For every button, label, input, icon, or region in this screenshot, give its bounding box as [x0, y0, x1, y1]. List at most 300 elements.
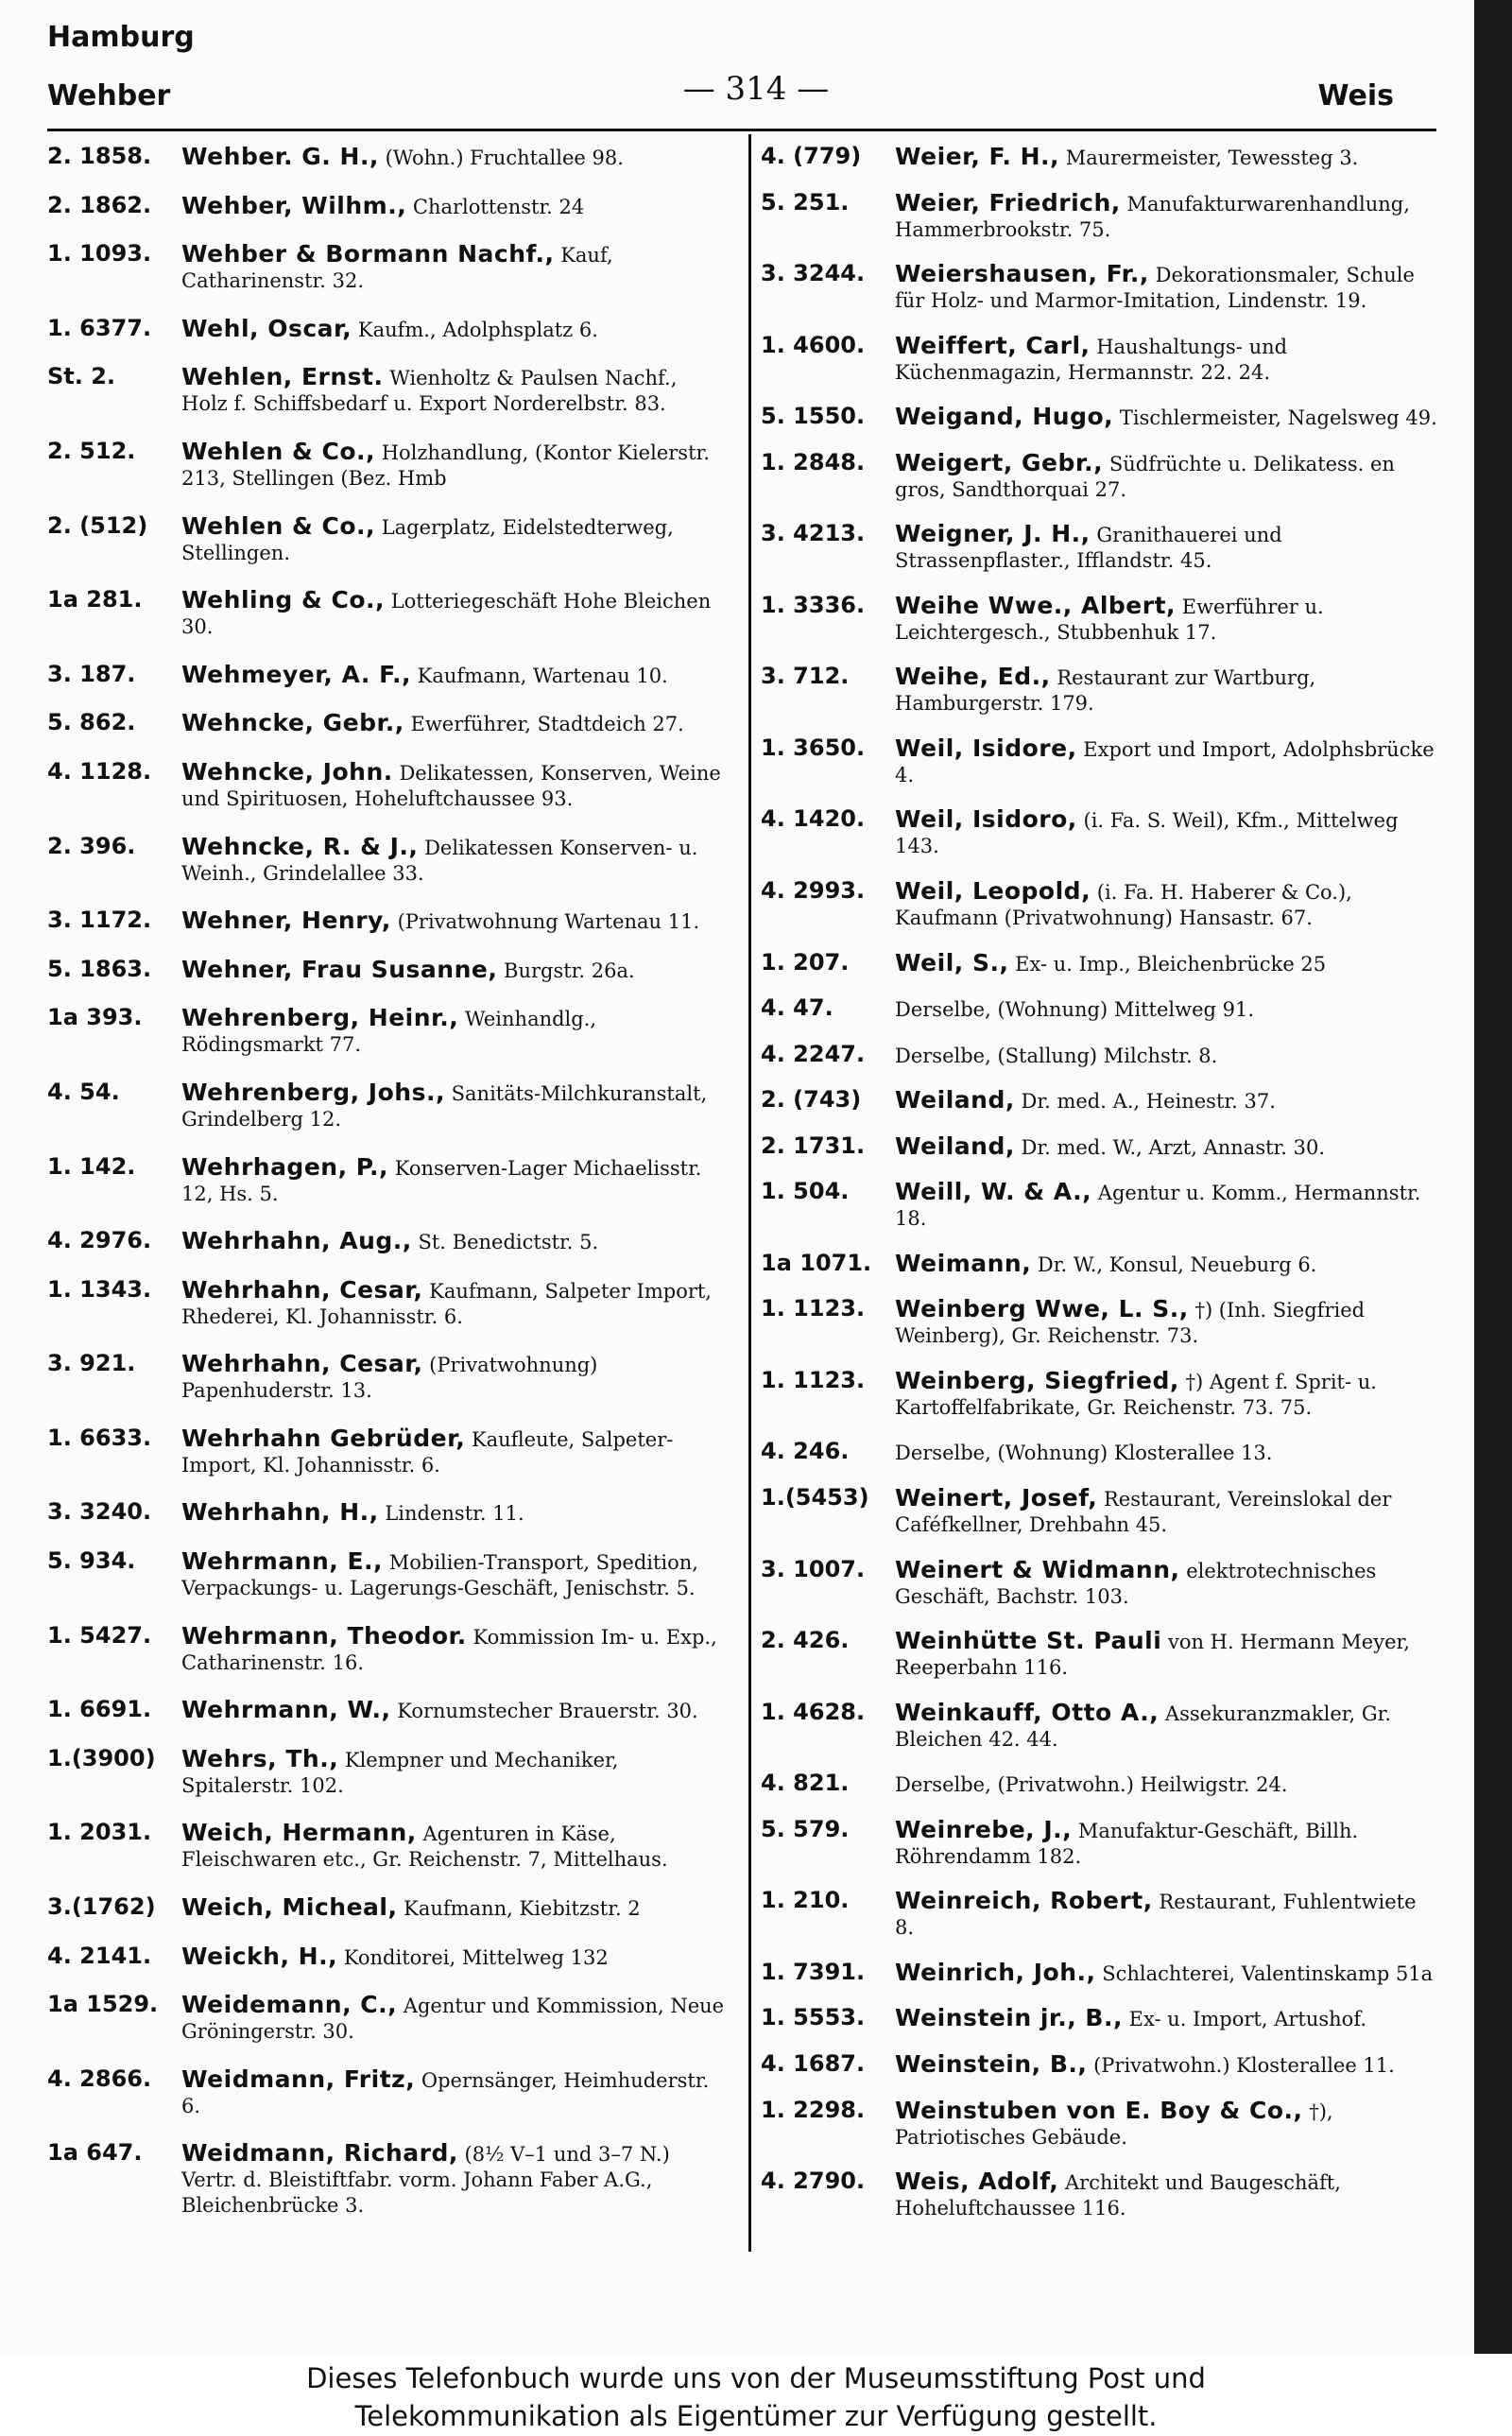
entry-name: Weigand, Hugo,	[895, 403, 1114, 431]
entry-details: Weinhandlg., Rödingsmarkt 77.	[181, 1008, 597, 1057]
entry-body	[895, 1628, 1441, 1681]
directory-entry	[761, 995, 1441, 1023]
entry-name: Wehrenberg, Heinr.,	[181, 1004, 459, 1032]
entry-details: Assekuranzmakler, Gr. Bleichen 42. 44.	[895, 1702, 1392, 1751]
directory-entry	[761, 2168, 1441, 2221]
directory-entry	[47, 193, 728, 220]
phone-number: 5. 579.	[761, 1815, 850, 1842]
phone-number: 2. 396.	[47, 832, 136, 859]
entry-name: Wehling & Co.,	[181, 586, 385, 614]
entry-details: Opernsänger, Heimhuderstr. 6.	[181, 2068, 710, 2117]
entry-details: elektrotechnisches Geschäft, Bachstr. 103.	[895, 1559, 1377, 1608]
entry-body	[181, 1820, 728, 1873]
entry-name: Weiershausen, Fr.,	[895, 260, 1149, 288]
phone-number: 4. 1128.	[47, 757, 152, 785]
directory-entry	[761, 1439, 1441, 1466]
phone-number: 1. 1123.	[761, 1295, 866, 1322]
entry-name: Wehlen & Co.,	[181, 437, 375, 465]
directory-entry	[761, 2098, 1441, 2151]
phone-number: 1. 210.	[761, 1887, 850, 1914]
entry-name: Weinkauff, Otto A.,	[895, 1698, 1160, 1726]
entry-name: Weiffert, Carl,	[895, 331, 1091, 359]
entry-details: (Privatwohnung Wartenau 11.	[397, 910, 700, 934]
entry-body	[181, 1080, 728, 1132]
entry-body	[895, 1251, 1441, 1278]
left-guide-word: Wehber	[47, 79, 171, 112]
phone-number: 1a 1529.	[47, 1991, 159, 2018]
entry-details: Dr. med. A., Heinestr. 37.	[1021, 1090, 1276, 1114]
scan-edge	[1474, 0, 1512, 2354]
directory-entry	[761, 1960, 1441, 1987]
directory-entry	[47, 241, 728, 294]
directory-entry	[761, 593, 1441, 646]
entry-body	[181, 364, 728, 417]
directory-entry	[761, 521, 1441, 574]
entry-body	[895, 593, 1441, 646]
phone-number: 3. 1172.	[47, 907, 152, 934]
directory-entry	[761, 1368, 1441, 1421]
entry-body	[895, 1771, 1441, 1798]
left-column	[47, 144, 728, 2240]
phone-number: 4. 2790.	[761, 2168, 866, 2195]
entry-details: Granithauerei und Strassenpflaster., Ifflandstr. 45.	[895, 524, 1282, 573]
directory-entry	[47, 1746, 728, 1799]
column-divider	[748, 134, 751, 2252]
phone-number: 4. 2866.	[47, 2065, 152, 2092]
directory-entry	[47, 144, 728, 171]
directory-entry	[47, 439, 728, 492]
phone-number: 4. 47.	[761, 994, 833, 1022]
entry-name: Wehrmann, W.,	[181, 1696, 391, 1724]
entry-body	[895, 995, 1441, 1023]
entry-name: Weis, Adolf,	[895, 2168, 1059, 2196]
header-rule	[47, 129, 1436, 131]
directory-entry	[47, 2066, 728, 2119]
phone-number: 3. 3244.	[761, 260, 866, 287]
entry-name: Weiland,	[895, 1132, 1015, 1160]
entry-body	[895, 450, 1441, 503]
directory-entry	[47, 1623, 728, 1676]
entry-name: Wehrhahn, H.,	[181, 1498, 379, 1527]
phone-number: 2. 1858.	[47, 143, 152, 169]
directory-entry	[761, 2005, 1441, 2032]
directory-entry	[47, 710, 728, 737]
phone-number: 1a 393.	[47, 1004, 143, 1031]
entry-name: Weinberg, Siegfried,	[895, 1366, 1179, 1394]
phone-number: 3. 3240.	[47, 1498, 152, 1526]
entry-name: Wehrhahn, Cesar,	[181, 1275, 423, 1304]
entry-body	[181, 1992, 728, 2045]
entry-details: (Wohn.) Fruchtallee 98.	[385, 147, 624, 169]
entry-name: Weinrich, Joh.,	[895, 1958, 1096, 1986]
entry-name: Wehncke, Gebr.,	[181, 709, 404, 737]
entry-body	[181, 759, 728, 812]
entry-body	[895, 950, 1441, 977]
entry-name: Weil, S.,	[895, 948, 1009, 976]
entry-body	[181, 1894, 728, 1922]
entry-body	[895, 2168, 1441, 2221]
phone-number: 3. 1007.	[761, 1555, 866, 1582]
entry-details: St. Benedictstr. 5.	[418, 1231, 599, 1254]
entry-name: Wehrhahn, Aug.,	[181, 1227, 412, 1255]
entry-details: Architekt und Baugeschäft, Hoheluftchaussee 116.	[895, 2171, 1341, 2220]
entry-details: Kauf, Catharinenstr. 32.	[181, 244, 613, 293]
entry-name: Wehrs, Th.,	[181, 1744, 339, 1772]
directory-entry	[761, 1817, 1441, 1870]
entry-name: Weinberg Wwe, L. S.,	[895, 1295, 1189, 1323]
entry-details: Ex- u. Imp., Bleichenbrücke 25	[1015, 952, 1327, 976]
entry-name: Weickh, H.,	[181, 1942, 338, 1970]
page-number: — 314 —	[682, 70, 830, 108]
entry-body	[895, 2005, 1441, 2032]
directory-entry	[47, 1228, 728, 1255]
phone-number: 4. 2993.	[761, 877, 866, 905]
entry-name: Weil, Isidore,	[895, 734, 1077, 762]
phone-number: 4. 54.	[47, 1078, 120, 1105]
entry-body	[181, 1005, 728, 1058]
directory-entry	[47, 1944, 728, 1971]
entry-details: Maurermeister, Tewessteg 3.	[1065, 147, 1359, 169]
entry-details: Agentur und Kommission, Neue Gröningerstr. 30.	[181, 1995, 725, 2044]
entry-body	[895, 1888, 1441, 1941]
entry-body	[895, 1042, 1441, 1069]
entry-details: Kaufmann, Salpeter Import, Rhederei, Kl. Johannisstr. 6.	[181, 1279, 712, 1328]
entry-details: Südfrüchte u. Delikatess. en gros, Sandthorquai 27.	[895, 452, 1395, 501]
phone-number: 1. 142.	[47, 1152, 136, 1180]
entry-name: Wehner, Henry,	[181, 907, 391, 935]
entry-details: (i. Fa. H. Haberer & Co.), Kaufmann (Privatwohnung) Hansastr. 67.	[895, 881, 1352, 930]
entry-body	[895, 1296, 1441, 1349]
directory-entry	[761, 261, 1441, 314]
phone-number: 1. 6377.	[47, 314, 152, 341]
phone-number: 2. 1862.	[47, 191, 152, 218]
directory-entry	[47, 2140, 728, 2219]
entry-details: Lindenstr. 11.	[385, 1502, 524, 1526]
entry-name: Wehrhahn, Cesar,	[181, 1350, 423, 1378]
entry-body	[895, 735, 1441, 788]
directory-entry	[47, 587, 728, 640]
phone-number: 1. 6633.	[47, 1424, 152, 1451]
entry-details: Sanitäts-Milchkuranstalt, Grindelberg 12.	[181, 1081, 708, 1131]
entry-details: Haushaltungs- und Küchenmagazin, Hermannstr. 22. 24.	[895, 335, 1288, 384]
entry-name: Wehber. G. H.,	[181, 143, 379, 170]
entry-body	[181, 2066, 728, 2119]
entry-name: Wehlen, Ernst.	[181, 363, 384, 391]
phone-number: 1. 504.	[761, 1178, 850, 1205]
entry-body	[181, 587, 728, 640]
entry-details: Derselbe, (Wohnung) Klosterallee 13.	[895, 1442, 1273, 1465]
directory-entry	[47, 662, 728, 689]
phone-number: 4. 1420.	[761, 805, 866, 833]
entry-body	[181, 144, 728, 171]
entry-details: Restaurant zur Wartburg, Hamburgerstr. 179.	[895, 666, 1316, 716]
entry-body	[181, 1944, 728, 1971]
entry-body	[895, 2051, 1441, 2079]
phone-number: 4. 821.	[761, 1770, 850, 1797]
entry-details: Ex- u. Import, Artushof.	[1128, 2008, 1367, 2031]
phone-number: 3.(1762)	[47, 1893, 156, 1921]
entry-details: Konserven-Lager Michaelisstr. 12, Hs. 5.	[181, 1156, 702, 1205]
entry-details: Manufakturwarenhandlung, Hammerbrookstr. 75.	[895, 192, 1410, 241]
phone-number: 1a 1071.	[761, 1249, 872, 1276]
entry-name: Weigner, J. H.,	[895, 520, 1091, 548]
entry-name: Weihe Wwe., Albert,	[895, 591, 1177, 619]
entry-name: Wehner, Frau Susanne,	[181, 955, 498, 983]
directory-entry	[761, 664, 1441, 717]
phone-number: 1. 1123.	[761, 1366, 866, 1393]
entry-body	[181, 513, 728, 566]
phone-number: 3. 187.	[47, 660, 136, 687]
entry-details: Burgstr. 26a.	[504, 959, 635, 982]
entry-name: Wehrenberg, Johs.,	[181, 1078, 445, 1106]
entry-body	[895, 806, 1441, 859]
phone-number: 3. 4213.	[761, 520, 866, 547]
directory-entry	[761, 190, 1441, 243]
directory-entry	[47, 1697, 728, 1724]
directory-entry	[761, 806, 1441, 859]
phone-number: 3. 712.	[761, 663, 850, 690]
entry-body	[181, 1697, 728, 1724]
phone-number: 1. 3336.	[761, 591, 866, 618]
entry-body	[895, 1557, 1441, 1610]
entry-details: Delikatessen, Konserven, Weine und Spirituosen, Hoheluftchaussee 93.	[181, 761, 721, 810]
entry-name: Weinreich, Robert,	[895, 1887, 1153, 1915]
phone-number: 3. 921.	[47, 1350, 136, 1377]
entry-name: Wehlen & Co.,	[181, 511, 375, 540]
phone-number: 5. 862.	[47, 709, 136, 736]
phone-number: 1a 647.	[47, 2139, 143, 2167]
entry-body	[181, 241, 728, 294]
entry-details: Schlachterei, Valentinskamp 51a	[1102, 1961, 1434, 1985]
entry-name: Weich, Hermann,	[181, 1819, 417, 1847]
entry-name: Wehber, Wilhm.,	[181, 191, 407, 219]
entry-details: Dr. med. W., Arzt, Annastr. 30.	[1021, 1135, 1326, 1159]
phone-number: 1. 2031.	[47, 1819, 152, 1846]
directory-entry	[761, 1700, 1441, 1753]
directory-entry	[47, 1080, 728, 1132]
phone-number: 4. 1687.	[761, 2049, 866, 2077]
entry-name: Weidemann, C.,	[181, 1991, 398, 2019]
directory-entry	[761, 735, 1441, 788]
entry-details: Derselbe, (Wohnung) Mittelweg 91.	[895, 998, 1255, 1022]
phone-number: 5. 1550.	[761, 403, 866, 430]
entry-body	[181, 907, 728, 935]
directory-entry	[47, 1351, 728, 1404]
entry-details: Holzhandlung, (Kontor Kielerstr. 213, Stellingen (Bez. Hmb	[181, 441, 710, 490]
entry-details: Manufaktur-Geschäft, Billh. Röhrendamm 182.	[895, 1819, 1359, 1868]
entry-details: (Privatwohn.) Klosterallee 11.	[1093, 2053, 1395, 2077]
directory-entry	[47, 1992, 728, 2045]
phone-number: 1. 5427.	[47, 1621, 152, 1649]
entry-name: Weier, Friedrich,	[895, 188, 1121, 216]
entry-name: Weil, Isidoro,	[895, 805, 1077, 834]
entry-body	[181, 439, 728, 492]
phone-number: 1. 1343.	[47, 1275, 152, 1303]
directory-entry	[761, 1771, 1441, 1798]
entry-details: Kaufleute, Salpeter-Import, Kl. Johannisstr. 6.	[181, 1427, 674, 1477]
entry-body	[181, 1154, 728, 1207]
city-heading: Hamburg	[47, 21, 195, 54]
phone-number: 2. 1731.	[761, 1132, 866, 1159]
entry-name: Weier, F. H.,	[895, 143, 1060, 170]
entry-body	[895, 1817, 1441, 1870]
directory-entry	[47, 1425, 728, 1478]
entry-details: Wienholtz & Paulsen Nachf., Holz f. Schiffsbedarf u. Export Norderelbstr. 83.	[181, 367, 678, 416]
entry-details: Ewerführer u. Leichtergesch., Stubbenhuk 17.	[895, 595, 1324, 644]
entry-body	[181, 193, 728, 220]
entry-body	[181, 834, 728, 887]
entry-body	[181, 2140, 728, 2219]
directory-entry	[761, 950, 1441, 977]
entry-body	[895, 1439, 1441, 1466]
entry-details: (8½ V–1 und 3–7 N.) Vertr. d. Bleistiftfabr. vorm. Johann Faber A.G., Bleichenbrücke 3.	[181, 2143, 670, 2218]
entry-body	[895, 404, 1441, 431]
phone-number: 1. 207.	[761, 948, 850, 976]
entry-details: Restaurant, Fuhlentwiete 8.	[895, 1891, 1417, 1940]
phone-number: 2. 512.	[47, 437, 136, 464]
entry-body	[895, 2098, 1441, 2151]
entry-name: Weiland,	[895, 1086, 1015, 1114]
entry-details: Export und Import, Adolphsbrücke 4.	[895, 737, 1435, 786]
phone-number: 1. 4600.	[761, 331, 866, 358]
entry-details: Restaurant, Vereinslokal der Caféfkellner, Drehbahn 45.	[895, 1488, 1392, 1537]
directory-entry	[47, 1820, 728, 1873]
directory-entry	[761, 1133, 1441, 1161]
entry-details: Delikatessen Konserven- u. Weinh., Grindelallee 33.	[181, 836, 698, 885]
entry-details: Derselbe, (Privatwohn.) Heilwigstr. 24.	[895, 1773, 1288, 1797]
phone-number: 4. 246.	[761, 1438, 850, 1465]
entry-name: Weill, W. & A.,	[895, 1178, 1092, 1206]
entry-details: Mobilien-Transport, Spedition, Verpackungs- u. Lagerungs-Geschäft, Jenischstr. 5.	[181, 1551, 698, 1600]
phone-number: 1. 6691.	[47, 1696, 152, 1723]
entry-body	[895, 1368, 1441, 1421]
entry-details: von H. Hermann Meyer, Reeperbahn 116.	[895, 1631, 1410, 1680]
entry-body	[895, 521, 1441, 574]
entry-details: Klempner und Mechaniker, Spitalerstr. 102.	[181, 1748, 619, 1797]
phone-number: 2. (512)	[47, 511, 148, 539]
phone-number: 4. 2141.	[47, 1942, 152, 1969]
entry-details: Derselbe, (Stallung) Milchstr. 8.	[895, 1044, 1218, 1067]
directory-entry	[761, 878, 1441, 931]
entry-details: Agentur u. Komm., Hermannstr. 18.	[895, 1182, 1421, 1231]
entry-name: Wehmeyer, A. F.,	[181, 660, 411, 688]
entry-name: Weinstein, B.,	[895, 2049, 1088, 2078]
entry-name: Wehrhagen, P.,	[181, 1152, 389, 1181]
footer-notice	[0, 2354, 1512, 2436]
phone-number: 2. 426.	[761, 1627, 850, 1654]
entry-name: Weidmann, Richard,	[181, 2139, 458, 2168]
entry-name: Weich, Micheal,	[181, 1893, 398, 1922]
entry-body	[181, 1277, 728, 1330]
phone-number: 1. 3650.	[761, 734, 866, 761]
entry-details: Lagerplatz, Eidelstedterweg, Stellingen.	[181, 515, 674, 564]
directory-entry	[761, 1251, 1441, 1278]
entry-body	[181, 710, 728, 737]
phone-number: 4. (779)	[761, 143, 862, 169]
directory-entry	[47, 1894, 728, 1922]
phone-number: 1. 2848.	[761, 448, 866, 475]
directory-entry	[761, 144, 1441, 171]
entry-name: Weigert, Gebr.,	[895, 448, 1104, 476]
entry-details: †) Agent f. Sprit- u. Kartoffelfabrikate, Gr. Reichenstr. 73. 75.	[895, 1370, 1377, 1419]
directory-entry	[761, 1557, 1441, 1610]
phone-number: 1.(5453)	[761, 1484, 869, 1512]
entry-name: Weinert, Josef,	[895, 1484, 1098, 1512]
entry-details: Kaufmann, Wartenau 10.	[417, 664, 668, 687]
entry-body	[895, 144, 1441, 171]
entry-details: Kaufm., Adolphsplatz 6.	[357, 318, 598, 341]
entry-body	[181, 1351, 728, 1404]
entry-body	[895, 878, 1441, 931]
entry-body	[181, 1548, 728, 1601]
entry-details: Konditorei, Mittelweg 132	[343, 1945, 609, 1969]
entry-body	[895, 1133, 1441, 1161]
directory-entry	[47, 1005, 728, 1058]
directory-entry	[761, 404, 1441, 431]
directory-entry	[761, 333, 1441, 386]
entry-name: Wehrhahn Gebrüder,	[181, 1424, 466, 1452]
directory-entry	[761, 1485, 1441, 1538]
footer-line-2: Telekommunikation als Eigentümer zur Verfügung gestellt.	[354, 2400, 1158, 2432]
entry-details: Lotteriegeschäft Hohe Bleichen 30.	[181, 590, 712, 639]
entry-body	[895, 1960, 1441, 1987]
right-column	[761, 144, 1441, 2240]
entry-details: Agenturen in Käse, Fleischwaren etc., Gr. Reichenstr. 7, Mittelhaus.	[181, 1823, 668, 1872]
entry-name: Wehrmann, E.,	[181, 1547, 384, 1576]
directory-entry	[47, 1499, 728, 1527]
phone-number: 5. 251.	[761, 188, 850, 216]
entry-details: Ewerführer, Stadtdeich 27.	[410, 713, 684, 736]
entry-details: (i. Fa. S. Weil), Kfm., Mittelweg 143.	[895, 809, 1399, 858]
entry-details: (Privatwohnung) Papenhuderstr. 13.	[181, 1354, 598, 1403]
entry-name: Weil, Leopold,	[895, 877, 1091, 906]
entry-details: Dr. W., Konsul, Neueburg 6.	[1037, 1253, 1317, 1276]
directory-entry	[761, 1087, 1441, 1114]
phone-number: St. 2.	[47, 363, 116, 390]
entry-body	[895, 664, 1441, 717]
phone-number: 5. 934.	[47, 1547, 136, 1575]
directory-entry	[761, 450, 1441, 503]
entry-body	[895, 261, 1441, 314]
entry-body	[895, 333, 1441, 386]
entry-name: Weinert & Widmann,	[895, 1555, 1180, 1583]
entry-name: Wehber & Bormann Nachf.,	[181, 240, 555, 268]
entry-body	[181, 1623, 728, 1676]
phone-number: 1. 4628.	[761, 1698, 866, 1725]
phone-number: 1.(3900)	[47, 1744, 156, 1771]
phone-number: 1. 5553.	[761, 2004, 866, 2031]
entry-body	[181, 1228, 728, 1255]
entry-body	[181, 1499, 728, 1527]
directory-entry	[47, 316, 728, 343]
entry-name: Weinstuben von E. Boy & Co.,	[895, 2096, 1303, 2124]
phone-number: 1. 1093.	[47, 240, 152, 268]
entry-name: Wehrmann, Theodor.	[181, 1621, 467, 1650]
directory-entry	[47, 1277, 728, 1330]
entry-body	[181, 957, 728, 984]
entry-details: †) (Inh. Siegfried Weinberg), Gr. Reichenstr. 73.	[895, 1299, 1366, 1348]
entry-details: Tischlermeister, Nagelsweg 49.	[1119, 406, 1437, 430]
entry-body	[895, 1485, 1441, 1538]
entry-name: Wehl, Oscar,	[181, 314, 352, 342]
entry-body	[181, 1746, 728, 1799]
entry-body	[895, 190, 1441, 243]
entry-name: Wehncke, John.	[181, 757, 393, 786]
directory-entry	[761, 2051, 1441, 2079]
directory-entry	[47, 1154, 728, 1207]
entry-body	[181, 316, 728, 343]
entry-name: Weinstein jr., B.,	[895, 2004, 1123, 2032]
